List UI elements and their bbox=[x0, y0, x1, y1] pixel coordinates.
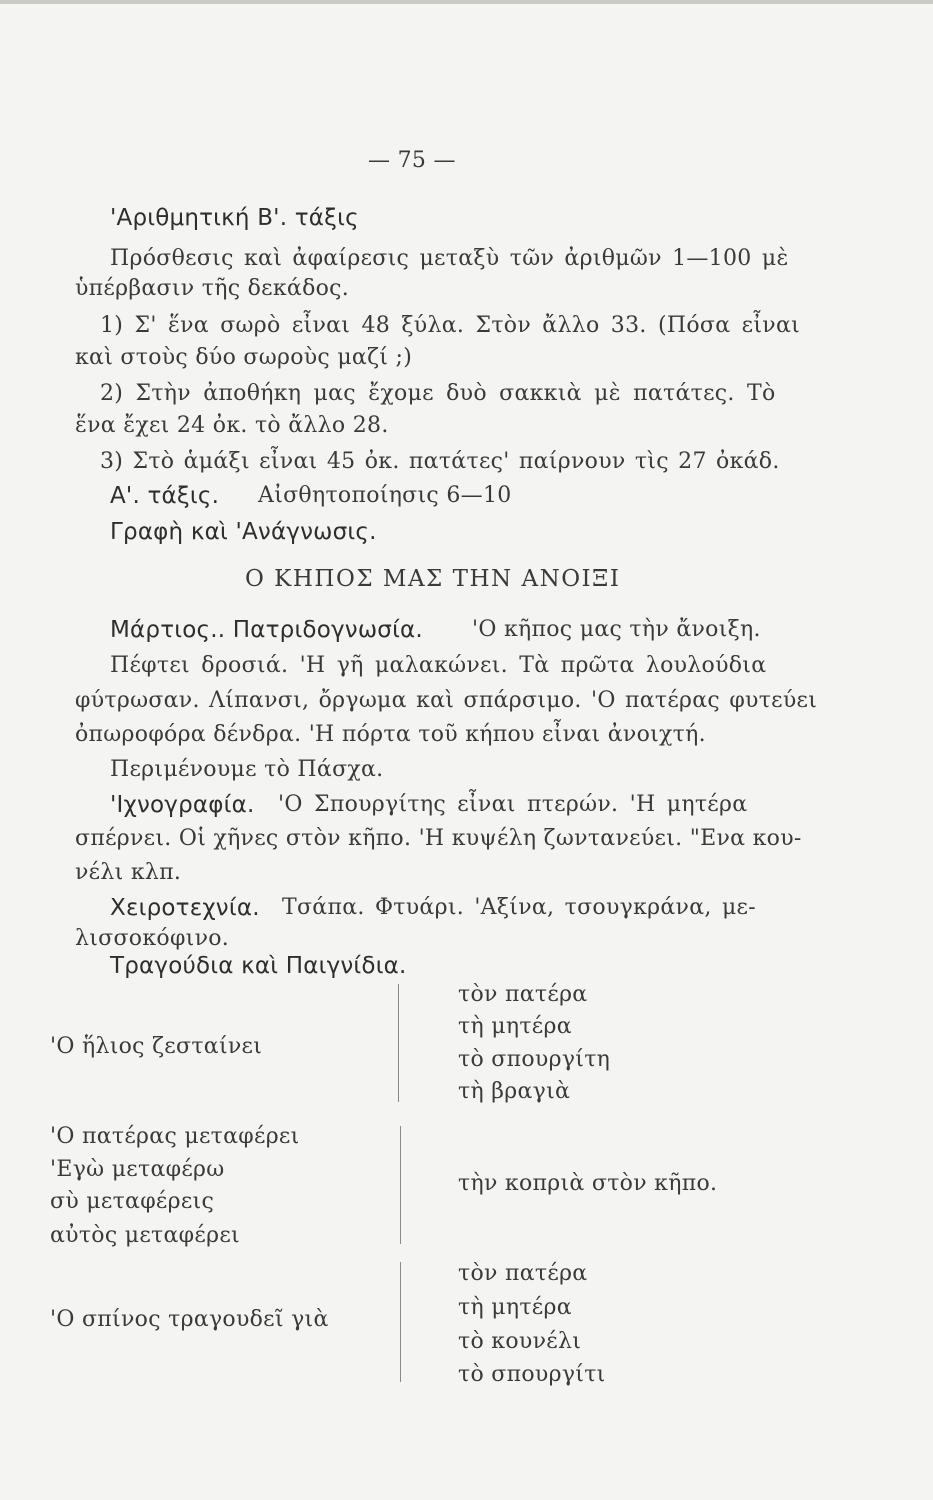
drawing-line-1-text: 'Ο Σπουργίτης εἶναι πτερών. 'Η μητέρα bbox=[278, 792, 748, 817]
drawing-line-2: σπέρνει. Οἱ χῆνες στὸν κῆπο. 'Η κυψέλη ζωντανεύει. "Ενα κου- bbox=[75, 826, 802, 851]
march-line-2: Πέφτει δροσιά. 'Η γῆ μαλακώνει. Τὰ πρῶτα λουλούδια bbox=[110, 653, 767, 678]
problem-1-line-1: 1) Σ' ἕνα σωρὸ εἶναι 48 ξύλα. Στὸν ἄλλο 33. (Πόσα εἶναι bbox=[100, 313, 801, 338]
song-2-brace bbox=[400, 1126, 401, 1244]
song-2-subject-3: σὺ μεταφέρεις bbox=[50, 1189, 215, 1214]
march-line-5: Περιμένουμε τὸ Πάσχα. bbox=[110, 757, 384, 782]
song-2-subject-4: αὐτὸς μεταφέρει bbox=[50, 1223, 240, 1248]
song-1-subject: 'Ο ἥλιος ζεσταίνει bbox=[50, 1034, 263, 1059]
song-3-object-4: τὸ σπουργίτι bbox=[458, 1362, 606, 1387]
drawing-line-3: νέλι κλπ. bbox=[75, 860, 182, 885]
class-a-label: Α'. τάξις. bbox=[110, 483, 220, 509]
song-3-object-3: τὸ κουνέλι bbox=[458, 1329, 582, 1354]
writing-reading-heading: Γραφὴ καὶ 'Ανάγνωσις. bbox=[110, 519, 377, 545]
handicraft-label: Χειροτεχνία. bbox=[110, 895, 260, 921]
march-label: Μάρτιος.. Πατριδογνωσία. bbox=[110, 617, 423, 643]
handicraft-line-1-text: Τσάπα. Φτυάρι. 'Αξίνα, τσουγκράνα, με- bbox=[282, 895, 756, 920]
problem-2-line-1: 2) Στὴν ἀποθήκη μας ἔχομε δυὸ σακκιὰ μὲ πατάτες. Τὸ bbox=[100, 381, 776, 406]
song-1-object-1: τὸν πατέρα bbox=[458, 982, 588, 1007]
page-edge-rule bbox=[0, 0, 933, 4]
song-2-object: τὴν κοπριὰ στὸν κῆπο. bbox=[458, 1171, 718, 1196]
arithmetic-heading: 'Αριθμητική Β'. τάξις bbox=[110, 205, 359, 231]
song-3-brace bbox=[400, 1262, 401, 1382]
arithmetic-intro-line-1: Πρόσθεσις καὶ ἀφαίρεσις μεταξὺ τῶν ἀριθμῶν 1—100 μὲ bbox=[110, 246, 789, 271]
song-2-subject-1: 'Ο πατέρας μεταφέρει bbox=[50, 1124, 300, 1149]
song-1-object-3: τὸ σπουργίτη bbox=[458, 1047, 611, 1072]
song-3-object-2: τὴ μητέρα bbox=[458, 1295, 572, 1320]
song-2-subject-2: 'Εγὼ μεταφέρω bbox=[50, 1157, 225, 1182]
page-number: — 75 — bbox=[368, 148, 456, 173]
song-3-subject: 'Ο σπίνος τραγουδεῖ γιὰ bbox=[50, 1307, 329, 1332]
songs-heading: Τραγούδια καὶ Παιγνίδια. bbox=[110, 953, 407, 979]
lesson-title: Ο ΚΗΠΟΣ ΜΑΣ ΤΗΝ ΑΝΟΙΞΙ bbox=[245, 566, 621, 592]
song-1-object-4: τὴ βραγιὰ bbox=[458, 1079, 571, 1104]
march-line-3: φύτρωσαν. Λίπανσι, ὄργωμα καὶ σπάρσιμο. 'Ο πατέρας φυτεύει bbox=[75, 688, 818, 713]
march-line-1-text: 'Ο κῆπος μας τὴν ἄνοιξη. bbox=[472, 617, 761, 642]
problem-2-line-2: ἕνα ἔχει 24 ὀκ. τὸ ἄλλο 28. bbox=[75, 413, 389, 438]
song-1-object-2: τὴ μητέρα bbox=[458, 1014, 572, 1039]
drawing-label: 'Ιχνογραφία. bbox=[110, 792, 255, 818]
problem-3: 3) Στὸ ἁμάξι εἶναι 45 ὀκ. πατάτες' παίρνουν τὶς 27 ὀκάδ. bbox=[100, 449, 780, 474]
arithmetic-intro-line-2: ὑπέρβασιν τῆς δεκάδος. bbox=[75, 276, 350, 301]
song-1-brace bbox=[398, 984, 399, 1102]
handicraft-line-2: λισσοκόφινο. bbox=[75, 926, 230, 951]
problem-1-line-2: καὶ στοὺς δύο σωροὺς μαζί ;) bbox=[75, 345, 413, 370]
class-a-text: Αἰσθητοποίησις 6—10 bbox=[258, 483, 512, 508]
march-line-4: ὀπωροφόρα δένδρα. 'Η πόρτα τοῦ κήπου εἶναι ἀνοιχτή. bbox=[75, 722, 706, 747]
song-3-object-1: τὸν πατέρα bbox=[458, 1261, 588, 1286]
